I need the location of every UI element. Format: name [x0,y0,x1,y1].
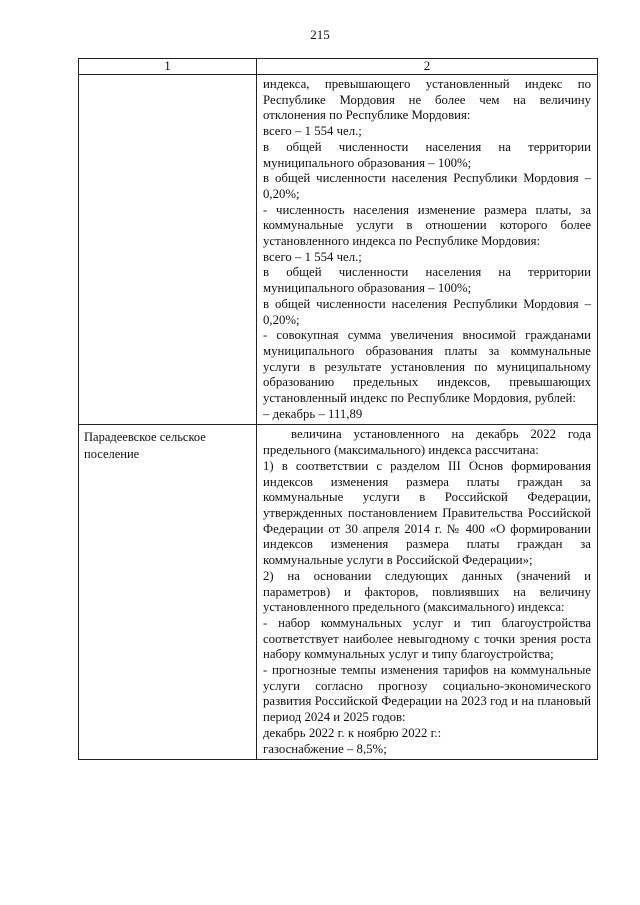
document-table [78,58,598,760]
paragraph: в общей численности населения Республики Мордовия – 0,20%; [263,171,591,201]
paragraph: в общей численности населения Республики Мордовия – 0,20%; [263,296,591,327]
paragraph: в общей численности населения на территории муниципального образования – 100%; [263,139,591,170]
paragraph: - набор коммунальных услуг и тип благоустройства соответствует наиболее невыгодному с точки зрения роста набору коммунальных услуг и типу благоустройства; [263,615,591,662]
table-row [79,75,598,425]
paragraph: индекса, превышающего установленный индекс по Республике Мордовия не более чем на величину отклонения по Республике Мордовия: [263,77,591,123]
paragraph: - совокупная сумма увеличения вносимой гражданами муниципального образования платы за коммунальные услуги в результате установления по муниципальному образованию предельных индексов, превышающих установленный индекс по Республике Мордовия, рублей: [263,328,591,406]
description-cell [257,75,598,425]
paragraph: газоснабжение – 8,5%; [263,741,387,756]
paragraph: в общей численности населения на территории муниципального образования – 100%; [263,265,591,296]
page-number: 215 [310,27,330,42]
paragraph: величина установленного на декабрь 2022 года предельного (максимального) индекса рассчитана: [263,427,591,458]
column-header-2: 2 [257,59,598,75]
settlement-name-cell: Парадеевское сельское поселение [79,425,257,760]
column-header-1: 1 [79,59,257,75]
paragraph: - прогнозные темпы изменения тарифов на коммунальные услуги согласно прогнозу социально-экономического развития Российской Федерации на 2023 год и на плановый период 2024 и 2025 годов: [263,663,591,725]
paragraph: всего – 1 554 чел.; [263,249,362,264]
paragraph: декабрь 2022 г. к ноябрю 2022 г.: [263,725,442,740]
settlement-name-cell [79,75,257,425]
paragraph: – декабрь – 111,89 [263,406,363,421]
paragraph: 1) в соответствии с разделом III Основ формирования индексов изменения размера платы граждан за коммунальные услуги в Российской Федерации, утвержденных постановлением Правительства Российской Федерации от 30 апреля 2014 г. № 400 «О формировании индексов изменения размера платы граждан за коммунальные услуги в Российской Федерации»; [263,458,591,568]
description-cell [257,425,598,760]
paragraph: 2) на основании следующих данных (значений и параметров) и факторов, повлиявших на величину установленного предельного (максимального) индекса: [263,568,591,615]
paragraph: всего – 1 554 чел.; [263,124,362,139]
paragraph: - численность населения изменение размера платы, за коммунальные услуги в отношении которого более установленного индекса по Республике Мордовия: [263,202,591,249]
table-header-row [79,59,598,75]
table-row [79,425,598,760]
